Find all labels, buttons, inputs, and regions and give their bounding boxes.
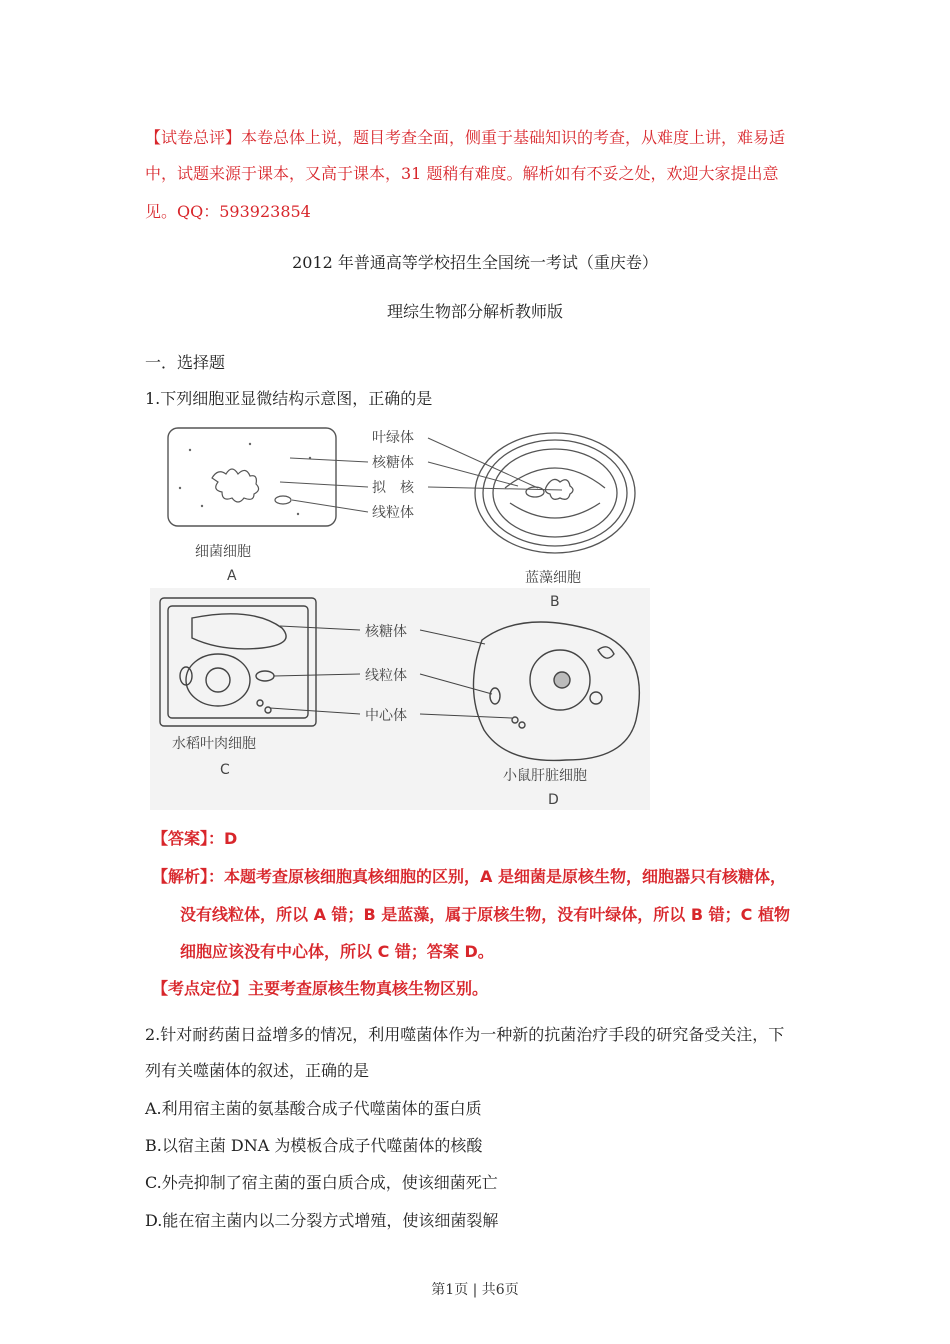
q2-stem-line-2: 列有关噬菌体的叙述，正确的是	[145, 1061, 370, 1080]
review-line-1: 【试卷总评】本卷总体上说，题目考查全面，侧重于基础知识的考查，从难度上讲，难易适	[145, 128, 786, 147]
q1-analysis-line-1: 【解析】：本题考查原核细胞真核细胞的区别，A 是细菌是原核生物，细胞器只有核糖体，	[152, 867, 786, 886]
page-subtitle: 理综生物部分解析教师版	[386, 302, 563, 321]
label-ribosome-ab: 核糖体	[372, 455, 414, 471]
q2-option-c: C.外壳抑制了宿主菌的蛋白质合成，使该细菌死亡	[145, 1173, 498, 1192]
label-leader-lines-ab	[280, 438, 562, 512]
label-ribosome-cd: 核糖体	[365, 624, 407, 640]
cell-b-name: 蓝藻细胞	[525, 570, 581, 586]
cell-a-name: 细菌细胞	[195, 544, 251, 560]
q2-option-b: B.以宿主菌 DNA 为模板合成子代噬菌体的核酸	[145, 1136, 483, 1155]
cell-c-name: 水稻叶肉细胞	[172, 736, 256, 752]
cell-d-letter: D	[548, 792, 559, 808]
q1-stem: 1.下列细胞亚显微结构示意图，正确的是	[145, 389, 433, 408]
page-footer: 第1页 | 共6页	[431, 1282, 519, 1298]
q1-answer: 【答案】：D	[152, 829, 238, 848]
bacterial-cell-drawing	[168, 428, 336, 526]
q1-point: 【考点定位】主要考查原核生物真核生物区别。	[152, 979, 489, 998]
cyanobacterium-drawing	[475, 433, 635, 553]
q2-option-a: A.利用宿主菌的氨基酸合成子代噬菌体的蛋白质	[145, 1099, 482, 1118]
section-heading: 一．选择题	[145, 353, 226, 372]
review-line-2: 中，试题来源于课本，又高于课本，31 题稍有难度。解析如有不妥之处，欢迎大家提出意	[145, 164, 779, 183]
cell-a-letter: A	[227, 568, 237, 584]
q1-analysis-line-3: 细胞应该没有中心体，所以 C 错；答案 D。	[180, 942, 494, 961]
label-chloroplast: 叶绿体	[372, 430, 414, 446]
q1-analysis-line-2: 没有线粒体，所以 A 错；B 是蓝藻，属于原核生物，没有叶绿体，所以 B 错；C 植物	[180, 905, 790, 924]
cell-c-letter: C	[220, 762, 230, 778]
review-line-3: 见。QQ：593923854	[145, 202, 311, 221]
label-centrosome: 中心体	[365, 708, 407, 724]
label-mitochondrion-ab: 线粒体	[372, 505, 414, 521]
label-mitochondrion-cd: 线粒体	[365, 668, 407, 684]
q2-option-d: D.能在宿主菌内以二分裂方式增殖，使该细菌裂解	[145, 1211, 499, 1230]
cell-b-letter: B	[550, 594, 560, 610]
cell-d-name: 小鼠肝脏细胞	[503, 768, 587, 784]
cell-structure-figure	[150, 418, 650, 810]
label-nucleoid: 拟 核	[372, 480, 414, 496]
page-title: 2012 年普通高等学校招生全国统一考试（重庆卷）	[292, 253, 658, 272]
q2-stem-line-1: 2.针对耐药菌日益增多的情况，利用噬菌体作为一种新的抗菌治疗手段的研究备受关注，下	[145, 1025, 785, 1044]
